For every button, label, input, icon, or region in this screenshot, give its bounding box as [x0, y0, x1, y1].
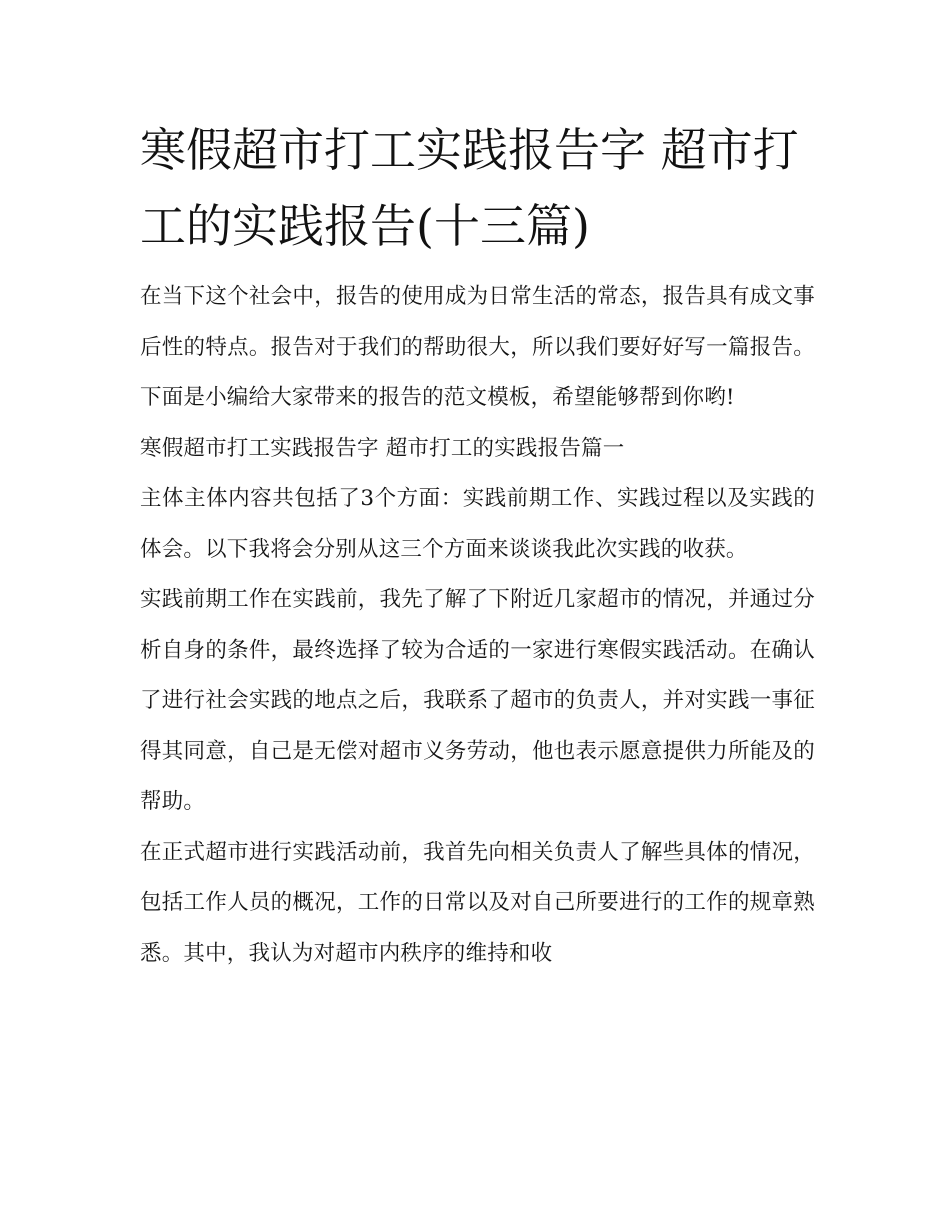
- document-page: [140, 112, 815, 979]
- document-title: 寒假超市打工实践报告字 超市打工的实践报告(十三篇): [140, 123, 799, 253]
- document-body: [140, 272, 815, 979]
- intro-paragraph: 在当下这个社会中，报告的使用成为日常生活的常态，报告具有成文事后性的特点。报告对于我们的帮助很大，所以我们要好好写一篇报告。下面是小编给大家带来的报告的范文模板，希望能够帮到你哟!: [140, 284, 815, 410]
- body-paragraph: 实践前期工作在实践前，我先了解了下附近几家超市的情况，并通过分析自身的条件，最终选择了较为合适的一家进行寒假实践活动。在确认了进行社会实践的地点之后，我联系了超市的负责人，并对实践一事征得其同意，自己是无偿对超市义务劳动，他也表示愿意提供力所能及的帮助。: [140, 587, 815, 814]
- body-paragraph: 在正式超市进行实践活动前，我首先向相关负责人了解些具体的情况，包括工作人员的概况，工作的日常以及对自己所要进行的工作的规章熟悉。其中，我认为对超市内秩序的维持和收: [140, 839, 815, 966]
- body-paragraph: 主体主体内容共包括了3个方面：实践前期工作、实践过程以及实践的体会。以下我将会分别从这三个方面来谈谈我此次实践的收获。: [140, 486, 815, 562]
- section-heading: 寒假超市打工实践报告字 超市打工的实践报告篇一: [140, 435, 625, 461]
